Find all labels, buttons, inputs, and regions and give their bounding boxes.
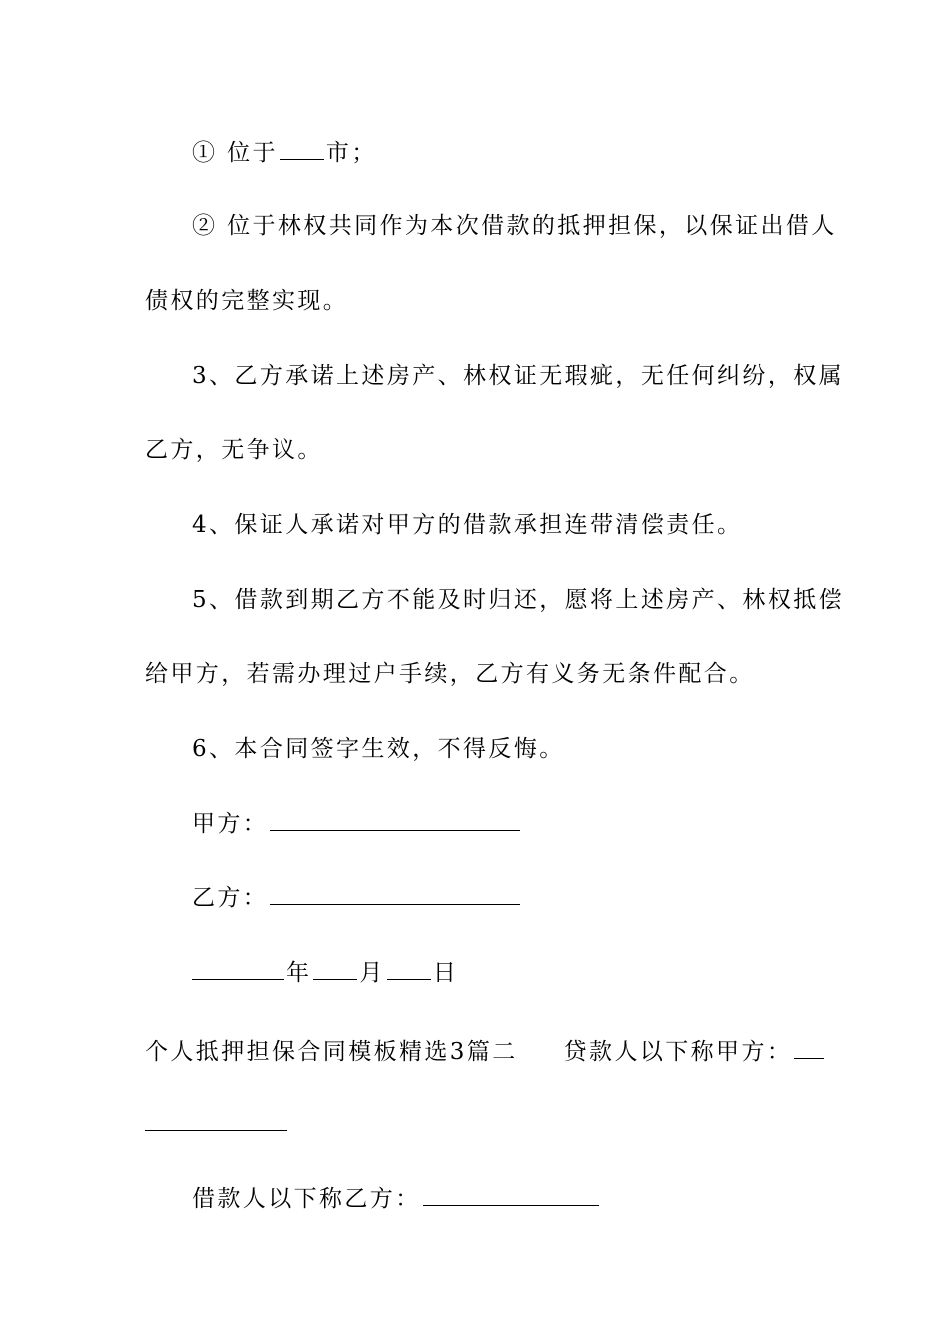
year-label: 年 (286, 960, 312, 986)
party-a-label: 甲方： (192, 811, 269, 837)
clause-4: 4、保证人承诺对甲方的借款承担连带清偿责任。 (192, 512, 743, 538)
party-b-signature (192, 882, 857, 914)
clause-location (192, 137, 857, 169)
city-blank (280, 137, 324, 160)
clause-3: 3、乙方承诺上述房产、林权证无瑕疵，无任何纠纷，权属 (192, 363, 845, 389)
party-b-label: 乙方： (192, 885, 269, 911)
section-heading-line (145, 1036, 810, 1068)
borrower-label: 借款人以下称乙方： (192, 1186, 421, 1212)
party-a-blank (270, 808, 520, 831)
clause-location-suffix: 市； (325, 140, 377, 166)
month-blank (313, 957, 357, 980)
date-line (192, 957, 857, 989)
party-a-signature (192, 808, 857, 840)
clause-pledge: ② 位于林权共同作为本次借款的抵押担保，以保证出借人 (192, 213, 837, 239)
clause-3-cont: 乙方，无争议。 (145, 437, 323, 463)
lender-blank (794, 1036, 824, 1059)
clause-location-prefix: ① 位于 (192, 140, 278, 166)
year-blank (192, 957, 284, 980)
clause-6: 6、本合同签字生效，不得反悔。 (192, 736, 565, 762)
lender-label: 贷款人以下称甲方： (563, 1039, 793, 1065)
lender-blank-cont-line (145, 1108, 810, 1140)
clause-5: 5、借款到期乙方不能及时归还，愿将上述房产、林权抵偿 (192, 587, 845, 613)
clause-pledge-cont: 债权的完整实现。 (145, 288, 349, 314)
clause-5-cont: 给甲方，若需办理过户手续，乙方有义务无条件配合。 (145, 661, 755, 687)
borrower-blank (423, 1183, 599, 1206)
day-label: 日 (432, 960, 459, 986)
month-label: 月 (359, 960, 385, 986)
lender-blank-cont (145, 1108, 287, 1131)
borrower-line (192, 1183, 857, 1215)
day-blank (387, 957, 431, 980)
party-b-blank (270, 882, 520, 905)
section-title: 个人抵押担保合同模板精选3篇二 (145, 1039, 518, 1065)
